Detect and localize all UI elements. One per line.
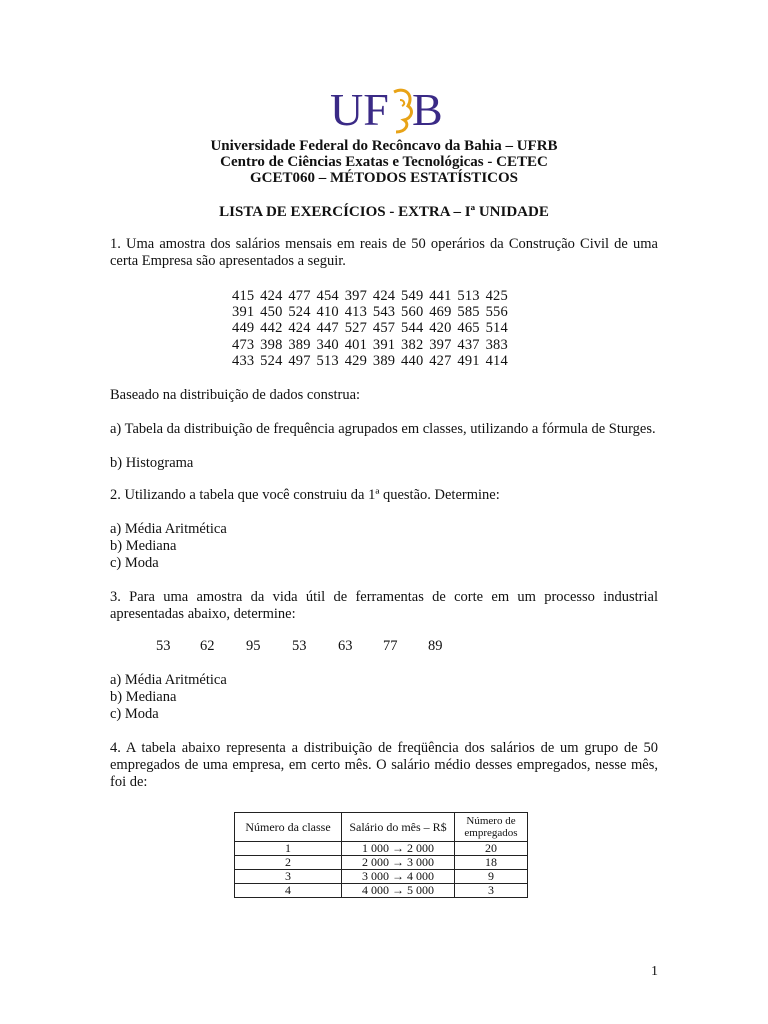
- cell: 3: [235, 870, 342, 884]
- value-item: 63: [338, 638, 353, 654]
- value-item: 95: [246, 638, 261, 654]
- frequency-table: [234, 812, 528, 898]
- value-item: 53: [156, 638, 171, 654]
- value-item: 89: [428, 638, 443, 654]
- question-2-item-a: a) Média Aritmética: [110, 521, 227, 537]
- cell: 4 000 → 5 000: [342, 884, 455, 898]
- table-row: [235, 870, 528, 884]
- table-row: [235, 884, 528, 898]
- list-title: LISTA DE EXERCÍCIOS - EXTRA – Iª UNIDADE: [219, 204, 549, 220]
- cell: 4: [235, 884, 342, 898]
- question-1-text: 1. Uma amostra dos salários mensais em reais de 50 operários da Construção Civil de uma certa Empresa são apresentados a seguir.: [110, 236, 658, 269]
- data-row: 473 398 389 340 401 391 382 397 437 383: [232, 337, 508, 353]
- header-class-number: Número da classe: [235, 813, 342, 842]
- page-number: 1: [651, 964, 658, 979]
- logo-text-right: B: [412, 84, 443, 135]
- table-row: [235, 856, 528, 870]
- data-row: 415 424 477 454 397 424 549 441 513 425: [232, 288, 508, 304]
- data-row: 449 442 424 447 527 457 544 420 465 514: [232, 320, 508, 336]
- value-item: 53: [292, 638, 307, 654]
- data-row: 391 450 524 410 413 543 560 469 585 556: [232, 304, 508, 320]
- question-2-text: 2. Utilizando a tabela que você construiu da 1ª questão. Determine:: [110, 487, 500, 503]
- value-item: 62: [200, 638, 215, 654]
- question-2-item-b: b) Mediana: [110, 538, 177, 554]
- data-row: 433 524 497 513 429 389 440 427 491 414: [232, 353, 508, 369]
- question-3-item-a: a) Média Aritmética: [110, 672, 227, 688]
- cell: 2: [235, 856, 342, 870]
- question-3-text: 3. Para uma amostra da vida útil de ferramentas de corte em um processo industrial apresentadas abaixo, determine:: [110, 589, 658, 622]
- cell: 1 000 → 2 000: [342, 842, 455, 856]
- ufrb-logo: [330, 84, 443, 136]
- course-name: GCET060 – MÉTODOS ESTATÍSTICOS: [250, 170, 518, 186]
- question-2-item-c: c) Moda: [110, 555, 159, 571]
- table-row: [235, 842, 528, 856]
- university-name: Universidade Federal do Recôncavo da Bahia – UFRB: [210, 138, 558, 154]
- cell: 2 000 → 3 000: [342, 856, 455, 870]
- question-1-item-a: a) Tabela da distribuição de frequência agrupados em classes, utilizando a fórmula de Sturges.: [110, 421, 656, 437]
- question-3-item-c: c) Moda: [110, 706, 159, 722]
- cell: 1: [235, 842, 342, 856]
- cell: 20: [455, 842, 528, 856]
- logo-text-left: UF: [330, 84, 389, 135]
- center-name: Centro de Ciências Exatas e Tecnológicas - CETEC: [220, 154, 548, 170]
- cell: 3 000 → 4 000: [342, 870, 455, 884]
- question-3-item-b: b) Mediana: [110, 689, 177, 705]
- cell: 18: [455, 856, 528, 870]
- table-header-row: [235, 813, 528, 842]
- header-employees: Número de empregados: [455, 813, 528, 842]
- header-salary: Salário do mês – R$: [342, 813, 455, 842]
- cell: 9: [455, 870, 528, 884]
- question-1-item-b: b) Histograma: [110, 455, 194, 471]
- cell: 3: [455, 884, 528, 898]
- question-4-text: 4. A tabela abaixo representa a distribuição de freqüência dos salários de um grupo de 50 empregados de uma empresa, em certo mês. O salário médio desses empregados, nesse mês, foi de:: [110, 740, 658, 790]
- value-item: 77: [383, 638, 398, 654]
- question-1-intro: Baseado na distribuição de dados construa:: [110, 387, 361, 403]
